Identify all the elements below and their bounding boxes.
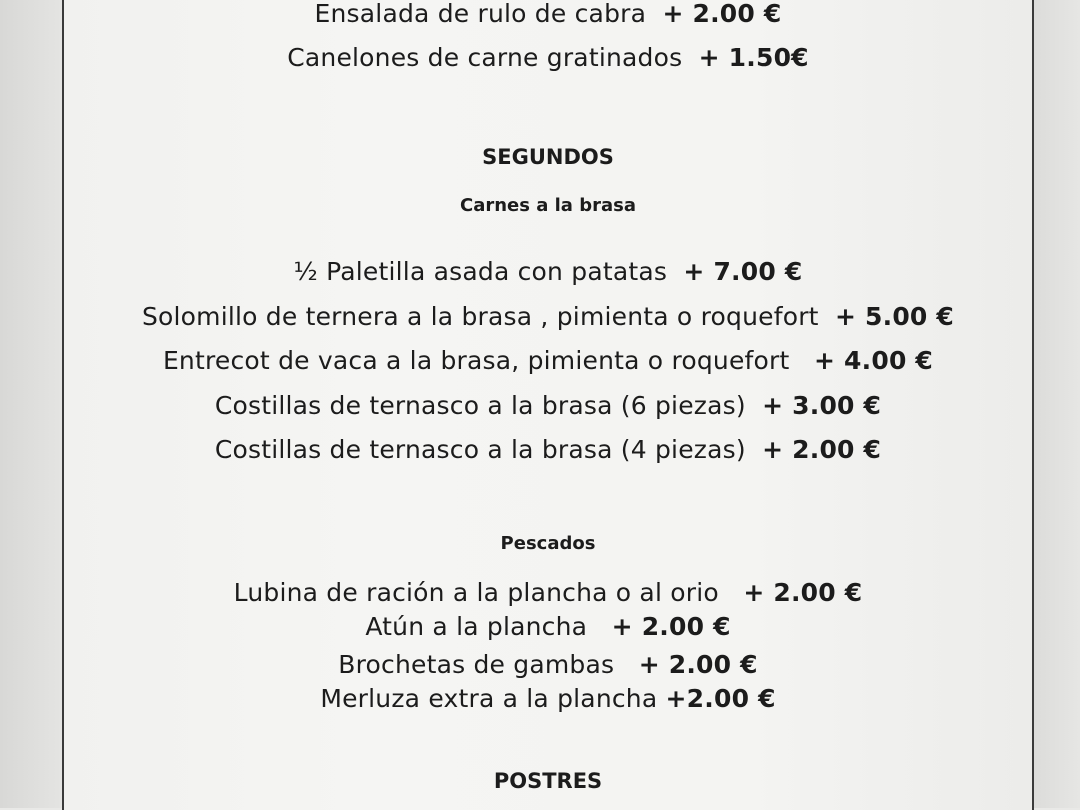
menu-item xyxy=(62,345,1034,377)
menu-item-name: Costillas de ternasco a la brasa (4 piezas) xyxy=(214,435,746,464)
menu-item xyxy=(62,0,1034,30)
menu-item-name: ½ Paletilla asada con patatas xyxy=(293,257,668,286)
background-right-edge xyxy=(1034,0,1080,808)
section-heading-postres: POSTRES xyxy=(493,769,603,793)
section-heading-segundos: SEGUNDOS xyxy=(482,145,614,169)
menu-item-price: + 2.00 € xyxy=(638,650,758,679)
menu-item-price: + 3.00 € xyxy=(762,391,882,420)
menu-item xyxy=(62,42,1034,74)
menu-item xyxy=(62,301,1034,333)
menu-item-name: Solomillo de ternera a la brasa , pimienta o roquefort xyxy=(141,302,819,331)
menu-item-price: + 5.00 € xyxy=(834,302,955,331)
menu-item-price: + 4.00 € xyxy=(814,346,934,375)
menu-item xyxy=(62,256,1034,288)
subsection-heading-carnes: Carnes a la brasa xyxy=(459,195,636,216)
menu-item-price: + 2.00 € xyxy=(743,578,863,607)
menu-item-name: Canelones de carne gratinados xyxy=(287,43,683,72)
menu-item xyxy=(62,611,1034,643)
menu-item-price: + 2.00 € xyxy=(762,435,882,464)
menu-item-price: + 2.00 € xyxy=(662,0,782,28)
menu-item-name: Merluza extra a la plancha xyxy=(320,684,658,713)
menu-item xyxy=(62,434,1034,466)
menu-item xyxy=(62,649,1034,681)
menu-item-name: Costillas de ternasco a la brasa (6 piezas) xyxy=(214,391,746,420)
menu-item-name: Entrecot de vaca a la brasa, pimienta o roquefort xyxy=(162,346,790,375)
background-left-edge xyxy=(0,0,62,808)
menu-item-price: + 2.00 € xyxy=(611,612,731,641)
menu-item-price: + 1.50€ xyxy=(698,43,809,72)
menu-item xyxy=(62,390,1034,422)
menu-item-name: Atún a la plancha xyxy=(365,612,588,641)
menu-item xyxy=(62,577,1034,609)
menu-item-name: Lubina de ración a la plancha o al orio xyxy=(233,578,719,607)
menu-item-price: + 7.00 € xyxy=(683,257,803,286)
menu-item xyxy=(62,683,1034,715)
menu-item-name: Brochetas de gambas xyxy=(338,650,615,679)
menu-item-name: Ensalada de rulo de cabra xyxy=(314,0,647,28)
menu-item-price: +2.00 € xyxy=(665,684,776,713)
subsection-heading-pescados: Pescados xyxy=(500,533,596,554)
